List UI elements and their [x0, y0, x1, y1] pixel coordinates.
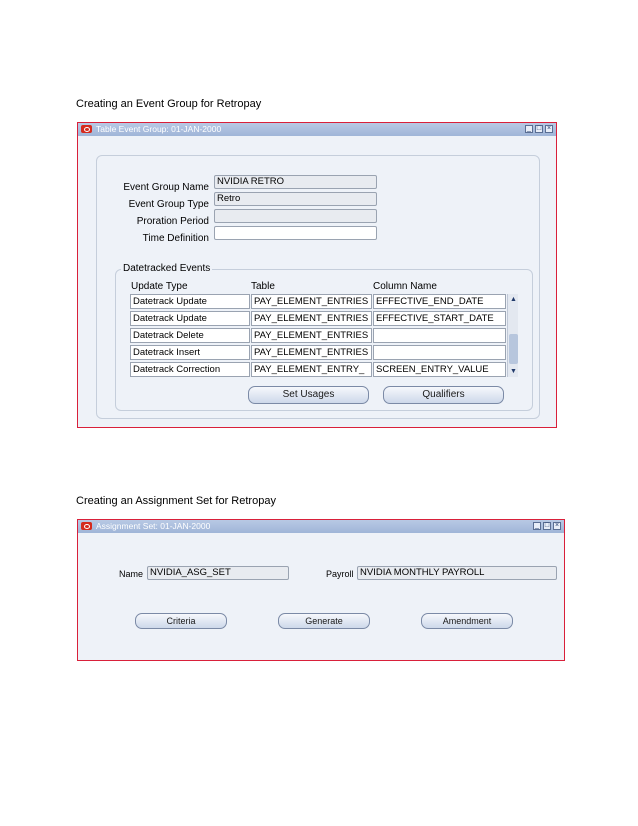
- update-type-cell[interactable]: Datetrack Update: [130, 311, 250, 326]
- update-type-cell[interactable]: Datetrack Update: [130, 294, 250, 309]
- caption-event-group: Creating an Event Group for Retropay: [76, 98, 262, 110]
- scroll-down-icon[interactable]: ▼: [510, 368, 517, 375]
- event-group-window: [77, 122, 557, 428]
- table-cell[interactable]: PAY_ELEMENT_ENTRY_: [251, 362, 372, 377]
- proration-period-label: Proration Period: [136, 216, 209, 227]
- criteria-button[interactable]: Criteria: [135, 613, 227, 629]
- column-name-cell[interactable]: EFFECTIVE_START_DATE: [373, 311, 506, 326]
- minimize-icon[interactable]: _: [525, 125, 533, 133]
- payroll-label: Payroll: [326, 569, 354, 579]
- update-type-cell[interactable]: Datetrack Insert: [130, 345, 250, 360]
- table-scrollbar[interactable]: [507, 294, 518, 377]
- close-icon[interactable]: ×: [546, 125, 552, 132]
- qualifiers-button[interactable]: Qualifiers: [383, 386, 504, 404]
- maximize-icon[interactable]: □: [536, 125, 542, 132]
- time-definition-label: Time Definition: [142, 233, 209, 244]
- update-type-cell[interactable]: Datetrack Delete: [130, 328, 250, 343]
- scroll-thumb[interactable]: [509, 334, 518, 364]
- time-definition-field[interactable]: [214, 226, 377, 240]
- name-label: Name: [119, 569, 144, 579]
- datetracked-events-title: Datetracked Events: [123, 263, 211, 274]
- event-group-name-label: Event Group Name: [123, 182, 209, 193]
- column-header-column-name: Column Name: [373, 281, 437, 292]
- table-cell[interactable]: PAY_ELEMENT_ENTRIES: [251, 328, 372, 343]
- proration-period-field[interactable]: [214, 209, 377, 223]
- event-group-type-field[interactable]: Retro: [214, 192, 377, 206]
- oracle-icon: [81, 522, 92, 530]
- window-title: Assignment Set: 01-JAN-2000: [96, 521, 211, 531]
- main-panel: [96, 155, 540, 419]
- assignment-set-window: [77, 519, 565, 661]
- event-group-type-label: Event Group Type: [128, 199, 209, 210]
- column-name-cell[interactable]: EFFECTIVE_END_DATE: [373, 294, 506, 309]
- column-name-cell[interactable]: [373, 345, 506, 360]
- amendment-button[interactable]: Amendment: [421, 613, 513, 629]
- generate-button[interactable]: Generate: [278, 613, 370, 629]
- column-name-cell[interactable]: SCREEN_ENTRY_VALUE: [373, 362, 506, 377]
- name-field[interactable]: NVIDIA_ASG_SET: [147, 566, 289, 580]
- set-usages-button[interactable]: Set Usages: [248, 386, 369, 404]
- column-header-table: Table: [251, 281, 275, 292]
- scroll-up-icon[interactable]: ▲: [510, 296, 517, 303]
- column-header-update-type: Update Type: [131, 281, 188, 292]
- close-icon[interactable]: ×: [554, 522, 560, 529]
- event-group-name-field[interactable]: NVIDIA RETRO: [214, 175, 377, 189]
- update-type-cell[interactable]: Datetrack Correction: [130, 362, 250, 377]
- caption-assignment-set: Creating an Assignment Set for Retropay: [76, 495, 276, 507]
- oracle-icon: [81, 125, 92, 133]
- minimize-icon[interactable]: _: [533, 522, 541, 530]
- table-cell[interactable]: PAY_ELEMENT_ENTRIES: [251, 311, 372, 326]
- title-bar[interactable]: [78, 123, 556, 136]
- maximize-icon[interactable]: □: [544, 522, 550, 529]
- column-name-cell[interactable]: [373, 328, 506, 343]
- table-cell[interactable]: PAY_ELEMENT_ENTRIES: [251, 345, 372, 360]
- window-title: Table Event Group: 01-JAN-2000: [96, 124, 222, 134]
- table-cell[interactable]: PAY_ELEMENT_ENTRIES: [251, 294, 372, 309]
- title-bar[interactable]: [78, 520, 564, 533]
- payroll-field[interactable]: NVIDIA MONTHLY PAYROLL: [357, 566, 557, 580]
